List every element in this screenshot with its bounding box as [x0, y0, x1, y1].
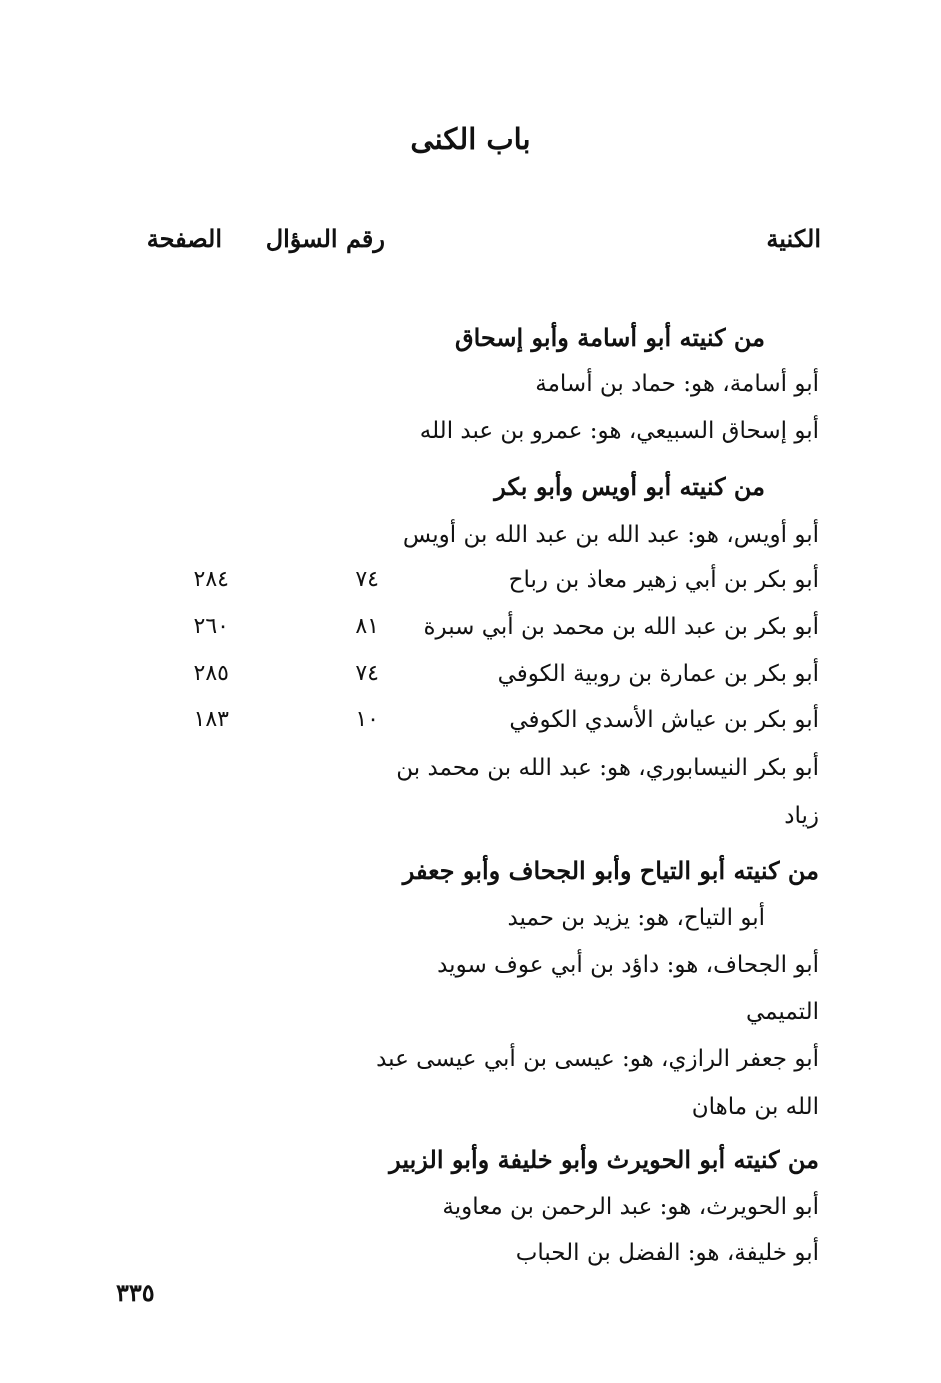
page-reference: ١٨٣: [193, 707, 229, 732]
entry-continuation: الله بن ماهان: [691, 1094, 819, 1120]
section-heading: من كنيته أبو أويس وأبو بكر: [494, 472, 765, 501]
index-entry: أبو أسامة، هو: حماد بن أسامة: [535, 371, 819, 397]
index-entry: أبو بكر بن أبي زهير معاذ بن رباح: [508, 567, 819, 593]
index-entry: أبو جعفر الرازي، هو: عيسى بن أبي عيسى عبد: [376, 1046, 819, 1072]
column-header-page: الصفحة: [146, 224, 222, 253]
question-number: ١٠: [355, 707, 379, 732]
page-reference: ٢٨٤: [193, 567, 229, 592]
index-entry: أبو خليفة، هو: الفضل بن الحباب: [515, 1240, 819, 1266]
page-title: باب الكنى: [410, 122, 531, 156]
question-number: ٧٤: [355, 567, 379, 592]
index-entry: أبو بكر بن عياش الأسدي الكوفي: [509, 707, 819, 733]
column-header-question-number: رقم السؤال: [265, 224, 385, 253]
index-entry: أبو إسحاق السبيعي، هو: عمرو بن عبد الله: [419, 418, 819, 444]
index-entry: أبو بكر النيسابوري، هو: عبد الله بن محمد بن: [396, 755, 819, 781]
section-heading: من كنيته أبو الحويرث وأبو خليفة وأبو الزبير: [389, 1145, 819, 1174]
section-heading: من كنيته أبو التياح وأبو الجحاف وأبو جعفر: [402, 856, 819, 885]
index-entry: أبو الحويرث، هو: عبد الرحمن بن معاوية: [442, 1194, 819, 1220]
index-entry: أبو التياح، هو: يزيد بن حميد: [507, 905, 765, 931]
index-entry: أبو بكر بن عبد الله بن محمد بن أبي سبرة: [423, 614, 819, 640]
column-header-name: الكنية: [766, 224, 821, 253]
question-number: ٧٤: [355, 661, 379, 686]
section-heading: من كنيته أبو أسامة وأبو إسحاق: [454, 323, 765, 352]
index-entry: أبو بكر بن عمارة بن روبية الكوفي: [497, 661, 819, 687]
index-entry: أبو أويس، هو: عبد الله بن عبد الله بن أويس: [402, 522, 819, 548]
page-number: ٣٣٥: [116, 1278, 155, 1307]
page-reference: ٢٦٠: [193, 614, 229, 639]
index-entry: أبو الجحاف، هو: داؤد بن أبي عوف سويد: [437, 952, 819, 978]
entry-continuation: زياد: [784, 803, 819, 829]
entry-continuation: التميمي: [745, 999, 819, 1025]
question-number: ٨١: [355, 614, 379, 639]
page-reference: ٢٨٥: [193, 661, 229, 686]
